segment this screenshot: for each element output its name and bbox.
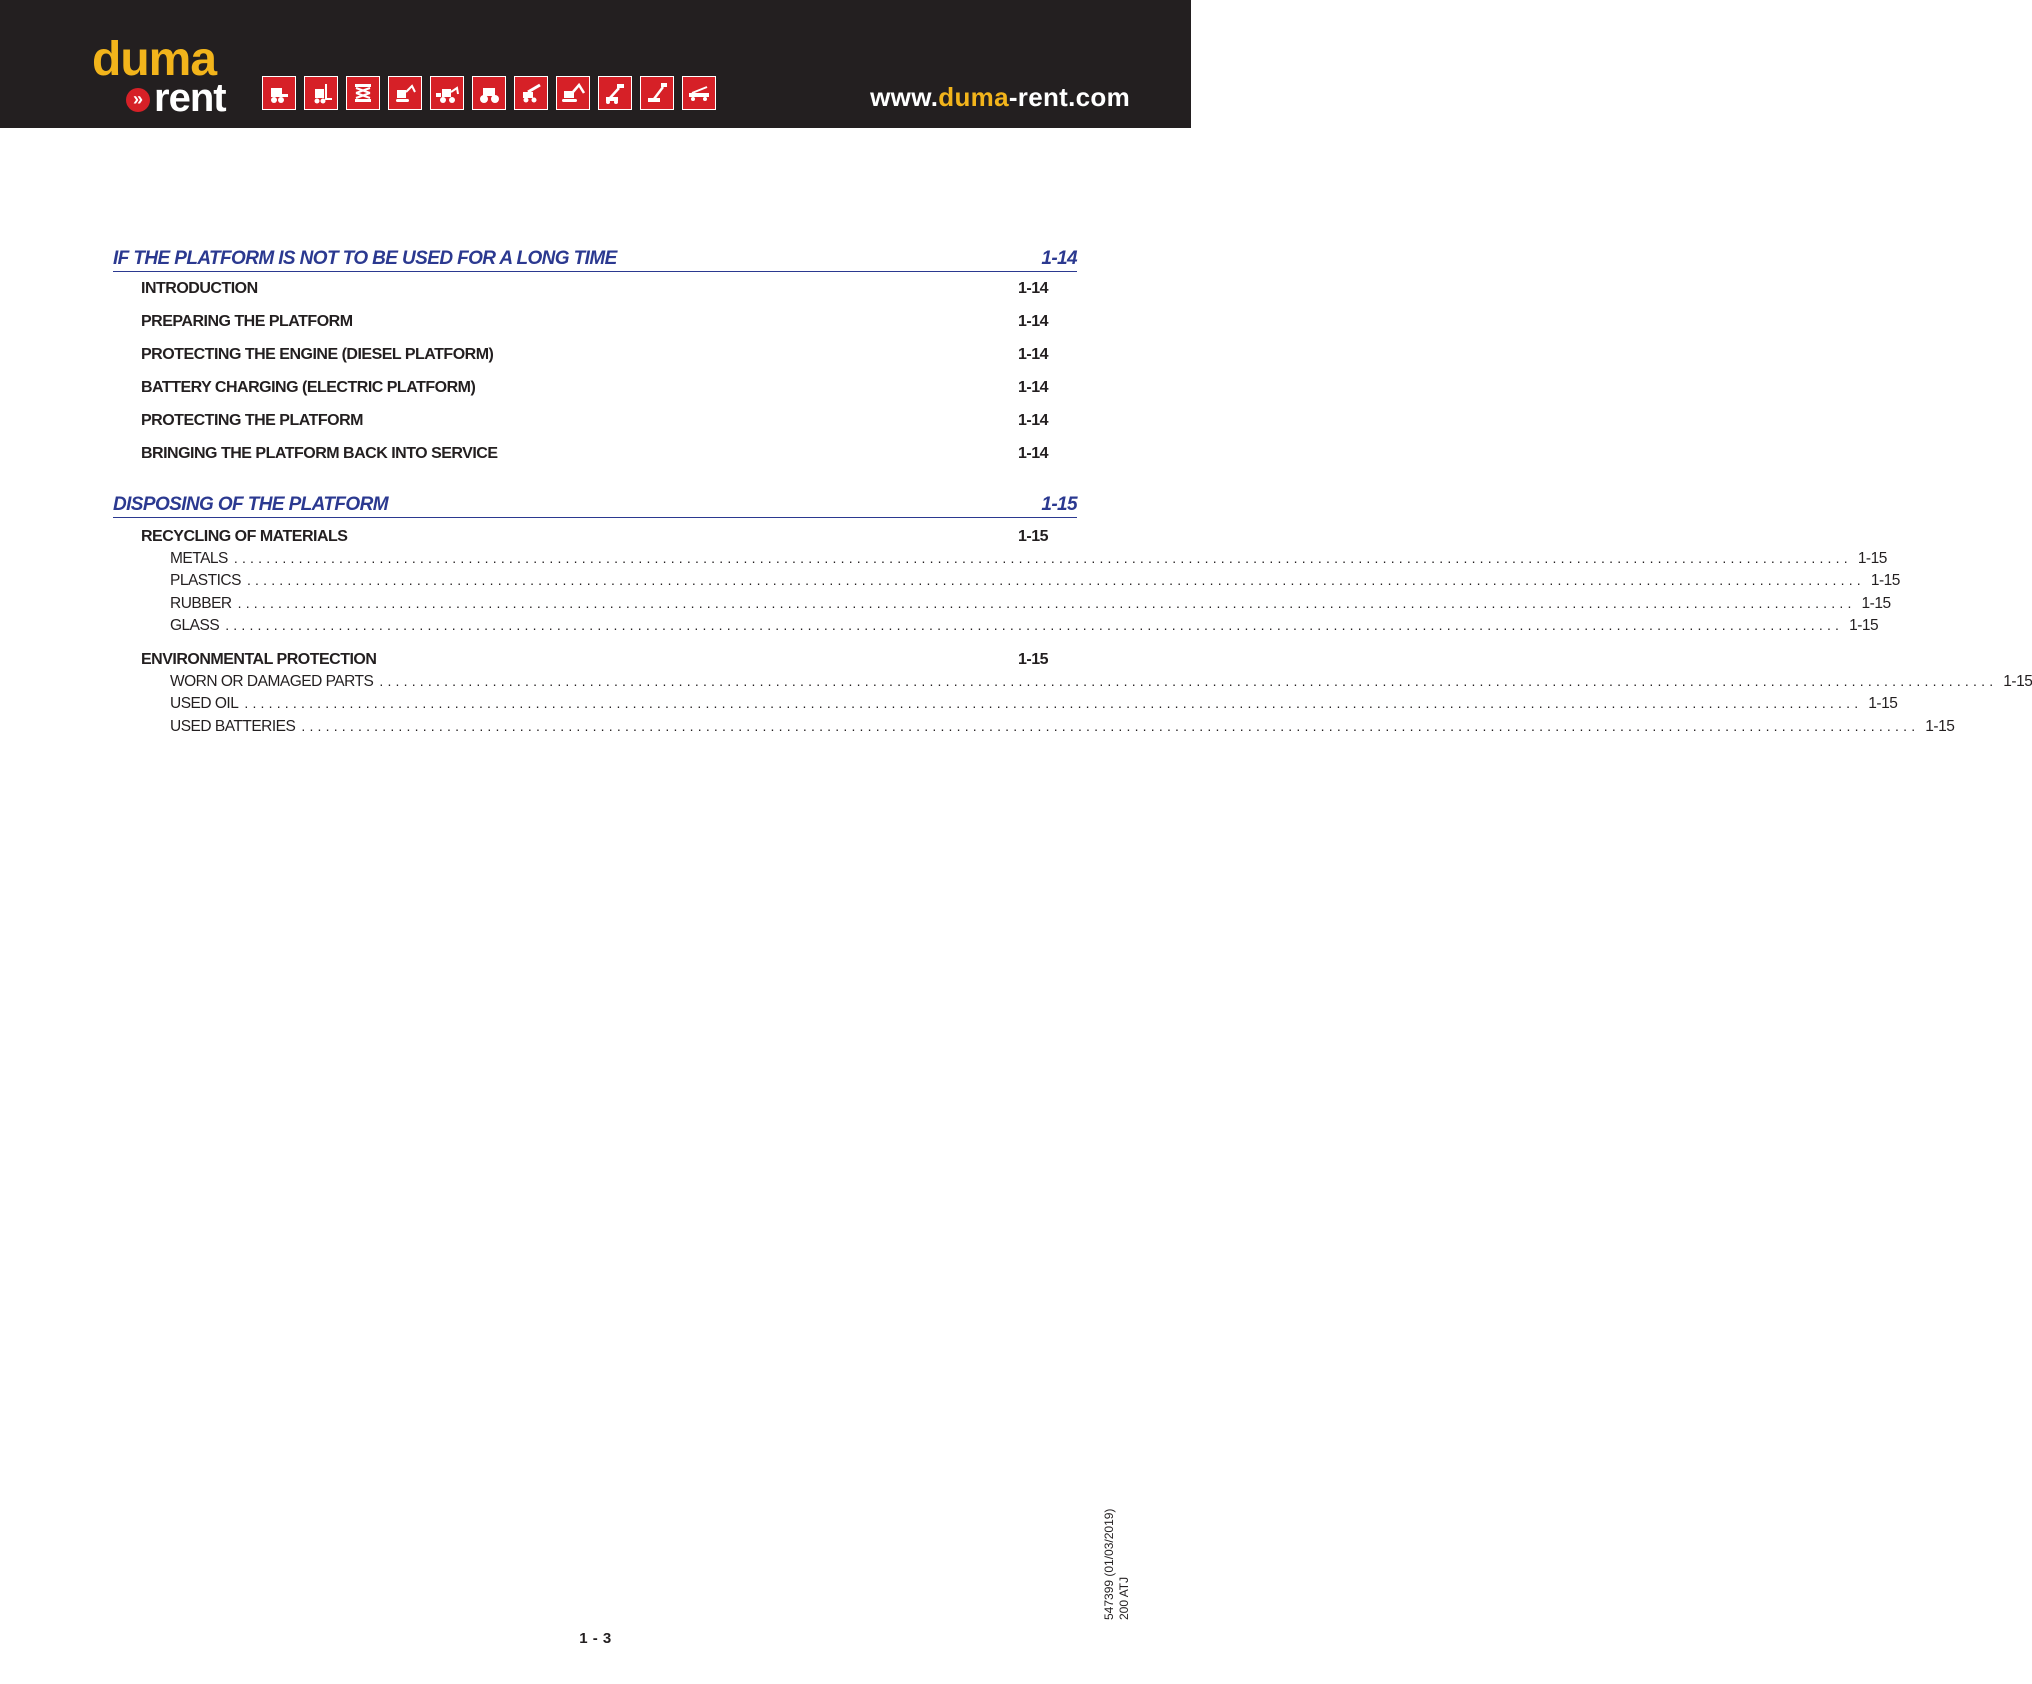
subsection-title: BRINGING THE PLATFORM BACK INTO SERVICE xyxy=(141,444,498,462)
subsection-title: PREPARING THE PLATFORM xyxy=(141,312,353,330)
backhoe-loader-icon xyxy=(430,76,464,110)
subsection-page: 1-14 xyxy=(1017,279,1048,297)
subsection-title: ENVIRONMENTAL PROTECTION xyxy=(141,651,377,669)
toc-item[interactable] xyxy=(113,717,1955,740)
subsection-title: INTRODUCTION xyxy=(141,279,258,297)
scissor-lift-icon xyxy=(346,76,380,110)
page-number: 1 - 3 xyxy=(579,1630,612,1647)
toc-subsection[interactable] xyxy=(113,272,1077,305)
dot-leader: ........................................................................................................................................................................................................ xyxy=(301,717,1920,734)
subsection-title: BATTERY CHARGING (ELECTRIC PLATFORM) xyxy=(141,378,476,396)
toc-section xyxy=(113,246,1077,470)
logo-arrow-icon: » xyxy=(126,88,150,112)
dot-leader: ........................................................................................................................................................................................................ xyxy=(379,673,1998,690)
toc-subsection[interactable] xyxy=(113,338,1077,371)
toc-item[interactable] xyxy=(113,695,1898,717)
duma-rent-logo xyxy=(92,33,242,120)
excavator-icon xyxy=(556,76,590,110)
item-label: PLASTICS xyxy=(170,572,241,590)
url-suffix: -rent.com xyxy=(1008,82,1130,112)
toc-item[interactable] xyxy=(113,572,1900,594)
toc-section-heading[interactable] xyxy=(113,492,1077,518)
subsection-page: 1-14 xyxy=(1017,345,1048,363)
toc-subsection[interactable] xyxy=(113,647,1077,673)
item-page: 1-15 xyxy=(2003,673,2032,691)
item-label: WORN OR DAMAGED PARTS xyxy=(170,673,374,691)
subsection-page: 1-14 xyxy=(1017,411,1048,429)
toc-item[interactable] xyxy=(113,673,2032,695)
doc-ref-code: 547399 (01/03/2019) xyxy=(1102,1508,1116,1620)
compactor-icon xyxy=(472,76,506,110)
subsection-title: RECYCLING OF MATERIALS xyxy=(141,528,348,545)
toc-subsection[interactable] xyxy=(113,404,1077,437)
document-reference xyxy=(1102,1509,1132,1620)
item-page: 1-15 xyxy=(1868,695,1898,713)
subsection-title: PROTECTING THE ENGINE (DIESEL PLATFORM) xyxy=(141,345,494,363)
dot-leader: ........................................................................................................................................................................................................ xyxy=(246,572,1865,589)
item-label: USED BATTERIES xyxy=(170,717,296,735)
website-url[interactable] xyxy=(870,82,1130,113)
section-page: 1-14 xyxy=(1041,248,1077,269)
item-page: 1-15 xyxy=(1925,717,1955,735)
telehandler-icon xyxy=(514,76,548,110)
subsection-page: 1-15 xyxy=(1017,651,1048,669)
toc-item[interactable] xyxy=(113,616,1879,639)
section-page: 1-15 xyxy=(1041,494,1077,515)
subsection-page: 1-15 xyxy=(1017,528,1048,545)
skid-steer-icon xyxy=(262,76,296,110)
dot-leader: ........................................................................................................................................................................................................ xyxy=(237,594,1856,611)
dot-leader: ........................................................................................................................................................................................................ xyxy=(225,616,1844,633)
dot-leader: ........................................................................................................................................................................................................ xyxy=(244,695,1863,712)
item-page: 1-15 xyxy=(1861,594,1891,612)
dot-leader: ........................................................................................................................................................................................................ xyxy=(233,550,1852,566)
table-of-contents xyxy=(113,246,2032,762)
toc-section-heading[interactable] xyxy=(113,246,1077,272)
item-page: 1-15 xyxy=(1849,616,1879,634)
doc-ref-model: 200 ATJ xyxy=(1117,1576,1131,1620)
toc-subsection[interactable] xyxy=(113,437,1077,470)
section-title: DISPOSING OF THE PLATFORM xyxy=(113,494,388,515)
subsection-title: PROTECTING THE PLATFORM xyxy=(141,411,363,429)
item-label: RUBBER xyxy=(170,594,232,612)
page-header xyxy=(0,0,1191,128)
toc-subsection-group xyxy=(113,524,1900,639)
url-prefix: www. xyxy=(870,82,939,112)
subsection-page: 1-14 xyxy=(1017,312,1048,330)
truck-platform-icon xyxy=(682,76,716,110)
item-page: 1-15 xyxy=(1857,550,1887,567)
toc-item[interactable] xyxy=(113,550,1887,572)
item-page: 1-15 xyxy=(1870,572,1900,590)
aerial-lift-icon xyxy=(598,76,632,110)
item-label: USED OIL xyxy=(170,695,239,713)
section-title: IF THE PLATFORM IS NOT TO BE USED FOR A LONG TIME xyxy=(113,248,617,269)
logo-rent-text: rent xyxy=(154,76,226,120)
mini-excavator-icon xyxy=(388,76,422,110)
item-label: METALS xyxy=(170,550,228,567)
toc-subsection[interactable] xyxy=(113,305,1077,338)
forklift-icon xyxy=(304,76,338,110)
subsection-page: 1-14 xyxy=(1017,378,1048,396)
machine-icons-strip xyxy=(262,76,716,110)
url-highlight: duma xyxy=(938,82,1009,112)
boom-lift-icon xyxy=(640,76,674,110)
item-label: GLASS xyxy=(170,616,220,634)
toc-item[interactable] xyxy=(113,594,1891,617)
toc-subsection[interactable] xyxy=(113,524,1077,550)
toc-section xyxy=(113,492,2032,740)
toc-subsection[interactable] xyxy=(113,371,1077,404)
subsection-page: 1-14 xyxy=(1017,444,1048,462)
toc-subsection-group xyxy=(113,647,2032,740)
logo-duma-text: duma xyxy=(92,33,217,86)
